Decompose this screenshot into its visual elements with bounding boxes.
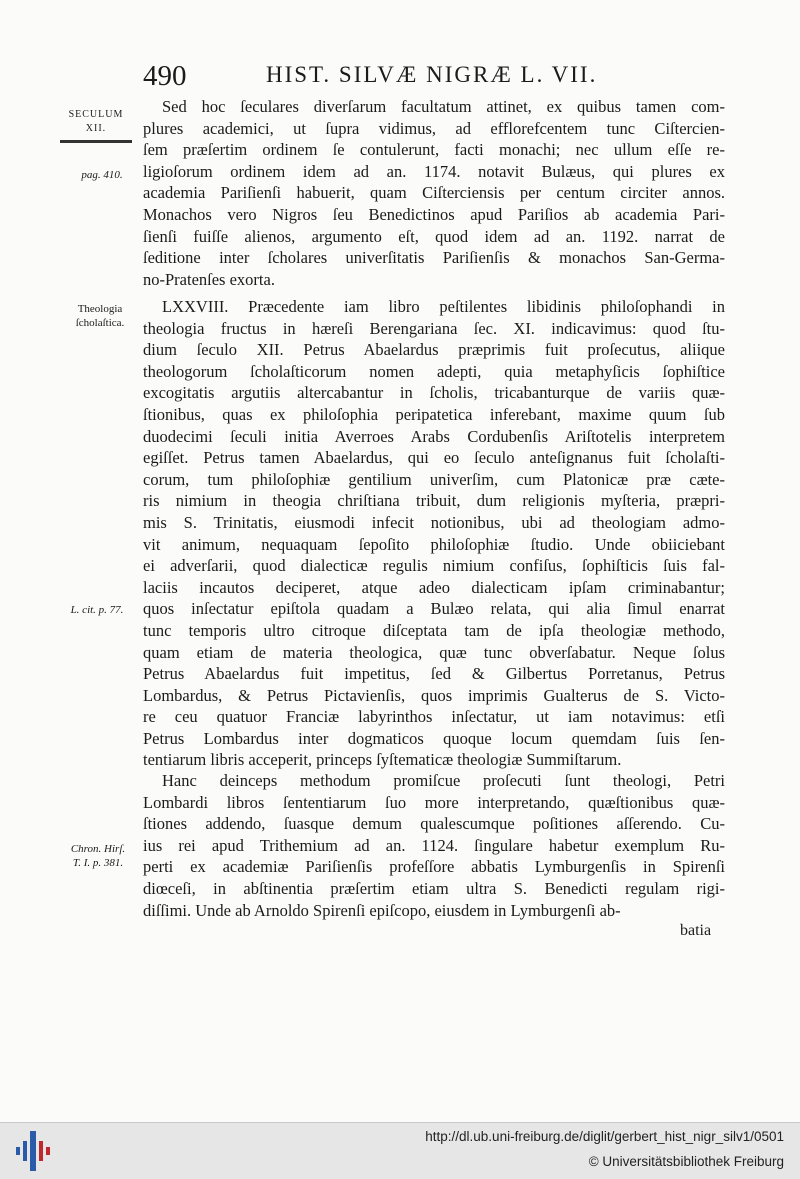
text-line: laciis incautos deciperet, atque adeo dialecticam ipſam criminabantur;	[143, 577, 725, 597]
text-line: ſtionibus, quas ex philoſophia peripatetica inferebant, maxime quum ſub	[143, 404, 725, 424]
text-line: no-Pratenſes exorta.	[143, 269, 275, 289]
text-line: ligioſorum ordinem idem ad an. 1174. notavit Bulæus, qui plures ex	[143, 161, 725, 181]
paragraph-2	[143, 296, 725, 771]
paragraph-3	[143, 770, 725, 921]
paragraph-1	[143, 96, 725, 290]
text-line: ſienſi fuiſſe alienos, argumento eſt, quod idem ad an. 1192. narrat de	[143, 226, 725, 246]
copyright-notice: © Universitätsbibliothek Freiburg	[588, 1154, 784, 1169]
text-line: ſeditione inter ſcholares univerſitatis Pariſienſis & monachos San-Germa-	[143, 248, 725, 268]
viewer-footer	[0, 1122, 800, 1179]
text-line: ius rei apud Trithemium ad an. 1124. ſingulare habetur exemplum Ru-	[143, 835, 725, 855]
text-line: quam etiam de materia theologica, quæ tunc obverſabatur. Neque ſolus	[143, 642, 725, 662]
theologia-label: Theologia	[77, 303, 123, 315]
text-line: vit animum, nequaquam ſepoſito philoſophiæ ſtudio. Unde obiiciebant	[143, 534, 725, 554]
text-line: ſtiones addendo, ſuasque demum qualescumque poſitiones aſſerendo. Cu-	[143, 814, 725, 834]
text-line: plures academici, ut ſupra vidimus, ad efflorefcentem tunc Ciſtercien-	[143, 118, 725, 138]
running-title: HIST. SILVÆ NIGRÆ L. VII.	[266, 62, 598, 87]
chronicle-ref-2: T. I. p. 381.	[72, 857, 124, 869]
text-line: tunc temporis ultro citroque diſceptata tam de ipſa theologiæ methodo,	[143, 620, 725, 640]
text-line: diſſimi. Unde ab Arnoldo Spirenſi epiſcopo, eiusdem in Lymburgenſi ab-	[143, 900, 621, 920]
text-line: quos inſectatur epiſtola quadam a Bulæo relata, qui alia ſimul enarrat	[143, 599, 725, 619]
seculum-number: XII.	[85, 123, 107, 134]
text-line: excogitatis argutiis altercabantur in ſcholis, tricabanturque de variis quæ-	[143, 383, 725, 403]
text-line: diœceſi, in abſtinentia præſertim etiam ultra S. Benedicti regulam rigi-	[143, 878, 725, 898]
chronicle-ref-1: Chron. Hirſ.	[70, 843, 126, 855]
text-line: LXXVIII. Præcedente iam libro peſtilentes libidinis philoſophandi in	[162, 297, 725, 316]
text-line: perti ex academiæ Pariſienſis profeſſore abbatis Lymburgenſis in Spirenſi	[143, 857, 725, 877]
text-line: ſem præſertim ordinem ſe contulerunt, facti monachi; nec ullum eſſe re-	[143, 140, 725, 160]
text-line: tentiarum libris acceperit, princeps ſyſtematicæ theologiæ Summiſtarum.	[143, 750, 622, 770]
seculum-label: SECULUM	[68, 109, 124, 120]
text-line: Hanc deinceps methodum promiſcue proſecuti ſunt theologi, Petri	[162, 771, 725, 790]
margin-note-loc-cit: L. cit. p. 77.	[70, 604, 124, 616]
library-logo-icon	[12, 1129, 56, 1173]
text-line: Lombardi libros ſententiarum ſuo more interpretando, quæſtionibus quæ-	[143, 792, 725, 812]
text-line: Petrus Abaelardus fuit impetitus, ſed & Gilbertus Porretanus, Petrus	[143, 664, 725, 684]
text-line: Petrus Lombardus inter dogmaticos quoque locum quemdam ſuis ſen-	[143, 728, 725, 748]
text-line: corum, tum philoſophiæ gentilium univerſim, cum Platonicæ præ cæte-	[143, 469, 725, 489]
text-line: theologorum ſcholaſticorum nomen adepti, quia metaphyſicis ſophiſtice	[143, 361, 725, 381]
text-line: academia Pariſienſi habuerit, quam Ciſterciensis per centum circiter annos.	[143, 183, 725, 203]
text-line: ei adverſarii, quod dialecticæ regulis nimium confiſus, ſophiſticis ſuis fal-	[143, 556, 725, 576]
margin-rule	[60, 140, 132, 143]
text-line: dium ſeculo XII. Petrus Abaelardus præprimis fuit proſecutus, aliique	[143, 340, 725, 360]
margin-note-seculum	[60, 108, 132, 143]
text-line: Monachos vero Nigros ſeu Benedictinos apud Pariſios ab academia Pari-	[143, 204, 725, 224]
text-line: duodecimi ſeculi initia Averroes Arabs Cordubenſis Ariſtotelis interpretem	[143, 426, 725, 446]
margin-note-chronicle	[58, 842, 138, 870]
text-line: ris nimium in theogia chriſtiana tribuit, dum religionis myſteria, præpri-	[143, 491, 725, 511]
margin-note-theologia	[64, 302, 136, 330]
text-line: theologia fructus in hæreſi Berengariana ſec. XI. indicavimus: quod ſtu-	[143, 318, 725, 338]
text-line: mis S. Trinitatis, eiusmodi infecit notionibus, ubi ad theologiam admo-	[143, 512, 725, 532]
document-url[interactable]: http://dl.ub.uni-freiburg.de/diglit/gerbert_hist_nigr_silv1/0501	[425, 1129, 784, 1144]
scholastica-label: ſcholaſtica.	[75, 317, 125, 329]
text-line: egiſſet. Petrus tamen Abaelardus, qui eo ſeculo anteſignanus fuit ſcholaſti-	[143, 448, 725, 468]
margin-note-page-ref: pag. 410.	[81, 169, 123, 181]
catchword: batia	[680, 922, 712, 939]
text-line: re ceu quatuor Franciæ labyrinthos inſectatur, ut iam notavimus: etſi	[143, 707, 725, 727]
text-line: Sed hoc ſeculares diverſarum facultatum attinet, ex quibus tamen com-	[162, 97, 725, 116]
text-line: Lombardus, & Petrus Pictavienſis, quos imprimis Gualterus de S. Victo-	[143, 685, 725, 705]
page-number: 490	[143, 60, 187, 92]
